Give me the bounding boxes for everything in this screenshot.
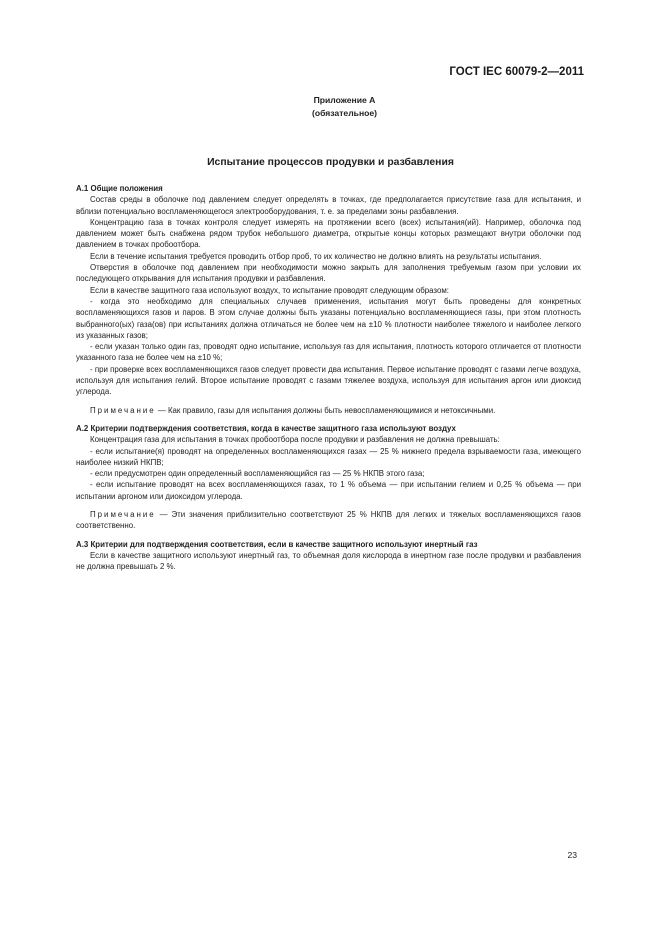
document-body [76, 183, 581, 573]
list-item: - если указан только один газ, проводят одно испытание, используя газ для испытания, плотность которого отличается от плотности указанного газа не более чем на ±10 %; [76, 342, 581, 363]
note [76, 405, 581, 416]
section-a2-heading: А.2 Критерии подтверждения соответствия, когда в качестве защитного газа используют воздух [76, 423, 456, 433]
paragraph: Состав среды в оболочке под давлением следует определять в точках, где предполагается присутствие газа для испытания, и вблизи потенциально воспламеняющегося электрооборудования, т. е. за пределами зоны разбавления. [76, 195, 581, 216]
list-item: - если предусмотрен один определенный воспламеняющийся газ — 25 % НКПВ этого газа; [90, 469, 425, 479]
list-item: - когда это необходимо для специальных случаев применения, испытания могут быть проведены для конкретных воспламеняющихся газов и паров. В этом случае должны быть указаны потенциально воспламеняющиеся газы, при этом плотность выбранного(ых) газа(ов) при испытаниях должна отличаться не более чем на ±10 % плотности наиболее тяжелого и наиболее легкого из указанных газов; [76, 296, 581, 340]
note [76, 509, 581, 532]
list-item: - если испытание проводят на всех воспламеняющихся газах, то 1 % объема — при испытании гелием и 0,25 % объема — при испытании аргоном или диоксидом углерода. [76, 480, 581, 501]
list-item: - если испытание(я) проводят на определенных воспламеняющихся газах — 25 % нижнего предела взрываемости газа, имеющего наиболее низкий НКПВ; [76, 446, 581, 467]
annex-title: Испытание процессов продувки и разбавления [207, 157, 454, 168]
section-a3-heading: А.3 Критерии для подтверждения соответствия, если в качестве защитного используют инертный газ [76, 539, 478, 549]
note-text: — Эти значения приблизительно соответствуют 25 % НКПВ для легких и тяжелых воспламеняющихся газов соответственно. [76, 510, 581, 531]
note-label: Примечание [90, 510, 156, 520]
note-text: — Как правило, газы для испытания должны быть невоспламеняющимися и нетоксичными. [155, 405, 496, 415]
paragraph: Отверстия в оболочке под давлением при необходимости можно закрыть для заполнения требуемым газом при условии их последующего открывания для испытания продувки и разбавления. [76, 263, 581, 284]
page-number: 23 [567, 850, 577, 860]
section-a1-heading: А.1 Общие положения [76, 184, 163, 193]
annex-heading [0, 94, 661, 120]
document-code: ГОСТ IEC 60079-2—2011 [449, 66, 584, 78]
paragraph: Концентрация газа для испытания в точках пробоотбора после продувки и разбавления не должна превышать: [90, 435, 500, 445]
paragraph: Если в качестве защитного используют инертный газ, то объемная доля кислорода в инертном газе после продувки и разбавления не должна превышать 2 %. [76, 550, 581, 572]
annex-status: (обязательное) [311, 108, 378, 118]
paragraph: Концентрацию газа в точках контроля следует измерять на протяжении всего (всех) испытания(ий). Например, оболочка под давлением может быть снабжена рядом трубок небольшого диаметра, открытые концы которых размещают внутри оболочки под давлением в точках пробоотбора. [76, 217, 581, 250]
note-label: Примечание [90, 405, 156, 415]
list-item: - при проверке всех воспламеняющихся газов следует провести два испытания. Первое испытание проводят с газами легче воздуха, используя для испытания гелий. Второе испытание проводят с газами тяжелее воздуха, используя для испытания аргон или диоксид углерода. [76, 364, 581, 397]
paragraph: Если в течение испытания требуется проводить отбор проб, то их количество не должно влиять на результаты испытания. [90, 251, 542, 261]
paragraph: Если в качестве защитного газа используют воздух, то испытание проводят следующим образом: [90, 285, 449, 295]
annex-label: Приложение А [313, 95, 376, 105]
